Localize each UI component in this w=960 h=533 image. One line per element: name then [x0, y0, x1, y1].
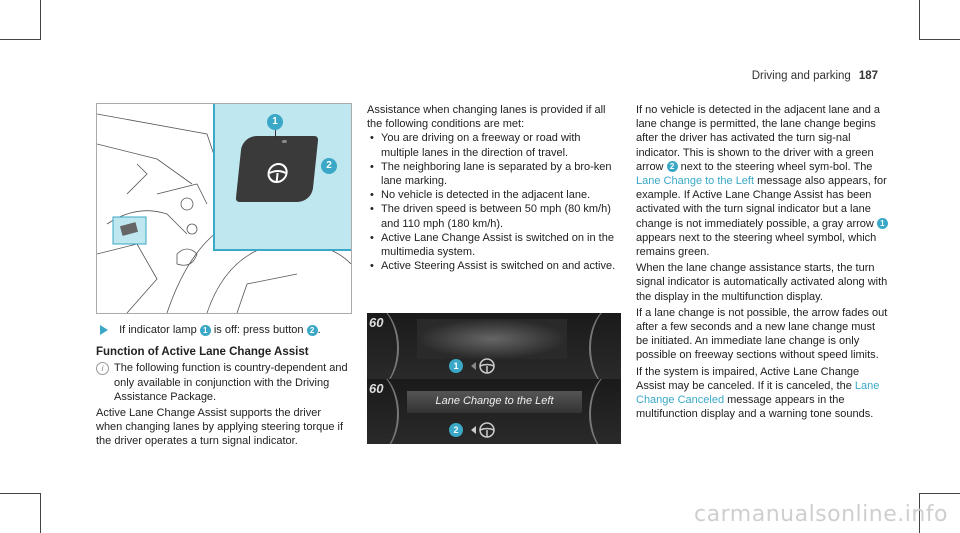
list-item: • Active Lane Change Assist is switched on in the multimedia system. [367, 231, 621, 259]
text: If the system is impaired, Active Lane Change Assist may be canceled. If it is canceled, the [636, 365, 860, 392]
instruction-text: is off: press button [213, 324, 304, 336]
steering-wheel-gray-arrow-icon [469, 358, 499, 374]
right-column [636, 103, 890, 421]
section-heading: Function of Active Lane Change Assist [96, 346, 309, 359]
gauge-arc-right [589, 379, 621, 444]
callout-line [275, 130, 276, 140]
instruction-arrow-icon [100, 325, 108, 335]
list-item: • You are driving on a freeway or road with multiple lanes in the direction of travel. [367, 131, 621, 159]
list-item: • Active Steering Assist is switched on and active. [367, 259, 621, 273]
callout-1: 1 [267, 114, 283, 130]
list-item: • No vehicle is detected in the adjacent lane. [367, 188, 621, 202]
instruction-text: If indicator lamp [119, 324, 197, 336]
intro-text: Assistance when changing lanes is provided if all the following conditions are met: [367, 104, 606, 131]
button-detail-inset [213, 104, 352, 251]
instruction-text: . [317, 324, 321, 336]
crop-mark [0, 39, 40, 40]
badge-1: 1 [877, 218, 888, 229]
badge-2: 2 [667, 161, 678, 172]
crop-mark [40, 493, 41, 533]
gauge-arc-left [367, 379, 399, 444]
gauge-arc-right [589, 313, 621, 379]
paragraph: Active Lane Change Assist supports the driver when changing lanes by applying steering torque if the driver operates a turn signal indicator. [96, 407, 344, 448]
steering-wheel-icon [265, 162, 289, 184]
badge-1: 1 [449, 359, 463, 373]
steering-wheel-green-arrow-icon [469, 422, 499, 438]
paragraph [636, 103, 890, 259]
paragraph: If a lane change is not possible, the arrow fades out after a few seconds and a new lane change must be initiated. An immediate lane change is only possible on freeway sections without speed limits. [636, 306, 888, 362]
text: message also appears, for example. If Active Lane Change Assist has been activated with the turn signal indicator but a lane change is not immediately possible, a gray arrow [636, 175, 887, 230]
text: appears next to the steering wheel symbol, which remains green. [636, 231, 877, 259]
callout-2: 2 [321, 158, 337, 174]
cockpit-illustration [96, 103, 352, 314]
middle-column [367, 103, 621, 273]
crop-mark [0, 493, 40, 494]
cluster-display-top [367, 313, 621, 379]
lane-change-canceled-message: Lane Change Canceled [636, 379, 880, 407]
lane-change-left-message: Lane Change to the Left [636, 175, 755, 188]
crop-mark [40, 0, 41, 40]
text: message appears in the multifunction display and a warning tone sounds. [636, 394, 874, 421]
badge-2: 2 [307, 325, 318, 336]
note-text: The following function is country-dependent and only available in conjunction with the Driving Assistance Package. [114, 362, 348, 403]
text: If no vehicle is detected in the adjacent lane and a lane change is permitted, the lane change begins after the driver has activated the turn sig-nal indicator. This is shown to the driver with a green arrow [636, 104, 881, 173]
display-glow [417, 319, 567, 359]
lane-change-message: Lane Change to the Left [435, 395, 554, 407]
gauge-arc-left [367, 313, 399, 379]
text: next to the steering wheel sym-bol. The [680, 160, 873, 173]
left-column [96, 323, 350, 449]
conditions-list [367, 131, 621, 273]
paragraph: When the lane change assistance starts, the turn signal indicator is automatically activated along with the display in the multifunction display. [636, 262, 888, 303]
speed-label: 60 [369, 381, 384, 396]
watermark: carmanualsonline.info [694, 502, 948, 527]
list-item: • The driven speed is between 50 mph (80 km/h) and 110 mph (180 km/h). [367, 202, 621, 230]
list-item: • The neighboring lane is separated by a bro-ken lane marking. [367, 160, 621, 188]
page-header [752, 70, 878, 82]
lane-change-button [236, 136, 319, 202]
crop-mark [920, 493, 960, 494]
crop-mark [920, 39, 960, 40]
indicator-lamp [282, 140, 287, 143]
section-title: Driving and parking [751, 70, 851, 82]
info-note [96, 361, 350, 404]
instruction [96, 323, 350, 337]
page-number: 187 [858, 70, 878, 82]
speed-label: 60 [369, 315, 384, 330]
badge-1: 1 [200, 325, 211, 336]
info-icon: i [96, 362, 109, 375]
badge-2: 2 [449, 423, 463, 437]
cluster-display-bottom [367, 379, 621, 444]
crop-mark [919, 0, 920, 40]
paragraph [636, 365, 890, 422]
